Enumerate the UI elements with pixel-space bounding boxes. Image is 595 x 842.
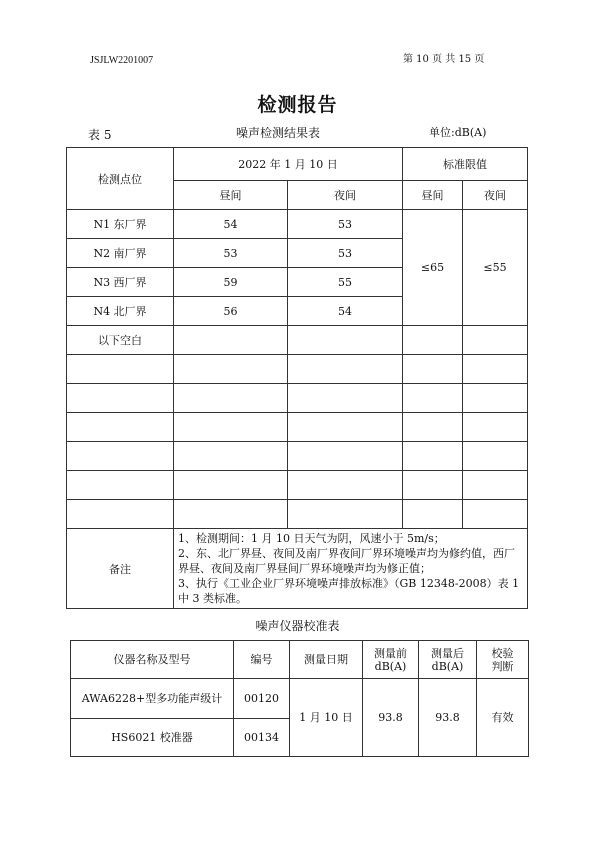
point-cell: N4 北厂界 (67, 297, 174, 326)
night-value: 53 (288, 210, 403, 239)
day-value: 53 (174, 239, 288, 268)
remark-line: 1、检测期间：1 月 10 日天气为阴，风速小于 5m/s； (178, 532, 445, 545)
page-info: 第 10 页 共 15 页 (403, 54, 485, 65)
report-id: JSJLW2201007 (90, 55, 154, 66)
day-value: 54 (174, 210, 288, 239)
header-night: 夜间 (288, 181, 403, 210)
night-value: 53 (288, 239, 403, 268)
remarks-content (174, 529, 528, 609)
unit-label: 单位:dB(A) (429, 126, 487, 139)
page-title: 检测报告 (257, 94, 338, 116)
night-value: 55 (288, 268, 403, 297)
point-cell: N1 东厂界 (67, 210, 174, 239)
header-before: 测量前 dB(A) (363, 641, 419, 679)
empty-row (67, 442, 528, 471)
remark-line: 2、东、北厂界昼、夜间及南厂界夜间厂界环境噪声均为修约值，西厂界昼、夜间及南厂界昼间厂界环境噪声均为修正值； (178, 547, 515, 575)
table-row (67, 210, 528, 239)
calibration-table-title: 噪声仪器校准表 (255, 619, 340, 633)
header-limit-day: 昼间 (403, 181, 463, 210)
before-value: 93.8 (363, 679, 419, 757)
empty-row (67, 413, 528, 442)
header-code: 编号 (234, 641, 290, 679)
table-number: 表 5 (88, 128, 112, 142)
day-value: 59 (174, 268, 288, 297)
point-cell: N2 南厂界 (67, 239, 174, 268)
instrument-code: 00134 (234, 719, 290, 757)
empty-row (67, 471, 528, 500)
remarks-label: 备注 (67, 529, 174, 609)
table-row (71, 679, 529, 719)
header-date: 2022 年 1 月 10 日 (174, 148, 403, 181)
day-value: 56 (174, 297, 288, 326)
instrument-name: AWA6228+型多功能声级计 (71, 679, 234, 719)
measure-date: 1 月 10 日 (290, 679, 363, 757)
header-instrument: 仪器名称及型号 (71, 641, 234, 679)
header-result: 校验 判断 (477, 641, 529, 679)
empty-row (67, 355, 528, 384)
header-after: 测量后 dB(A) (419, 641, 477, 679)
calibration-table (70, 640, 529, 757)
empty-row (67, 500, 528, 529)
after-value: 93.8 (419, 679, 477, 757)
instrument-code: 00120 (234, 679, 290, 719)
header-point: 检测点位 (67, 148, 174, 210)
table-title: 噪声检测结果表 (236, 126, 321, 140)
header-limit: 标准限值 (403, 148, 528, 181)
noise-results-table (66, 147, 528, 609)
limit-day-value: ≤65 (403, 210, 463, 326)
empty-row (67, 384, 528, 413)
night-value: 54 (288, 297, 403, 326)
limit-night-value: ≤55 (463, 210, 528, 326)
header-date: 测量日期 (290, 641, 363, 679)
header-day: 昼间 (174, 181, 288, 210)
point-cell: N3 西厂界 (67, 268, 174, 297)
table-row (67, 326, 528, 355)
header-limit-night: 夜间 (463, 181, 528, 210)
instrument-name: HS6021 校准器 (71, 719, 234, 757)
result-value: 有效 (477, 679, 529, 757)
remark-line: 3、执行《工业企业厂界环境噪声排放标准》（GB 12348-2008）表 1 中 3 类标准。 (178, 577, 520, 605)
blank-note: 以下空白 (67, 326, 174, 355)
